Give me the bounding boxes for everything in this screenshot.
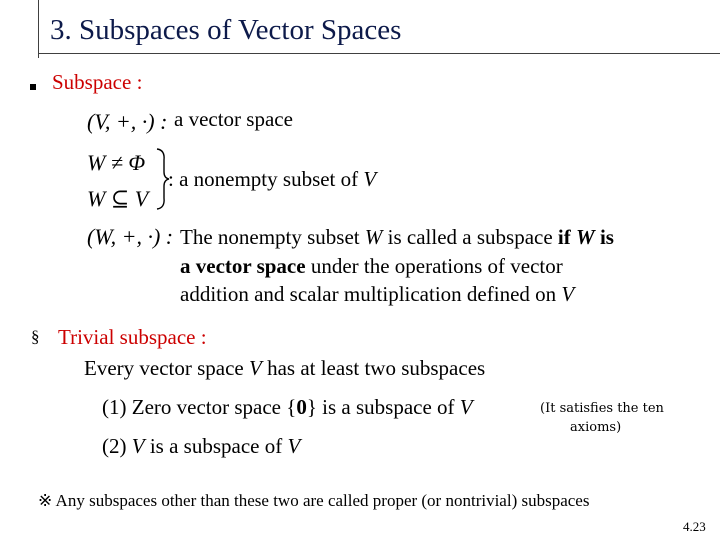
- subspace-symbol: (W, +, ·) :: [87, 224, 174, 249]
- item-v-space: (2) V is a subspace of V: [102, 434, 301, 458]
- footer-note: ※ Any subspaces other than these two are called proper (or nontrivial) subspaces: [38, 491, 590, 510]
- vector-space-symbol: (V, +, ·) :: [87, 109, 168, 134]
- vector-space-desc: a vector space: [174, 107, 293, 131]
- title-vertical-rule: [38, 0, 39, 58]
- section2-heading: Trivial subspace :: [58, 325, 207, 349]
- condition-nonempty: W ≠ Φ: [87, 150, 146, 175]
- item-zero-space: (1) Zero vector space {0} is a subspace of V: [102, 395, 473, 419]
- section1-heading: Subspace :: [52, 70, 143, 94]
- definition-line-1: The nonempty subset W is called a subspace if W is: [180, 225, 614, 249]
- definition-line-3: addition and scalar multiplication defined on V: [180, 282, 575, 306]
- axioms-note-1: (It satisfies the ten: [540, 401, 664, 416]
- condition-desc: : a nonempty subset of V: [168, 167, 377, 191]
- section-sign-icon: §: [31, 327, 40, 346]
- condition-subset: W ⊆ V: [87, 186, 149, 211]
- slide-title: 3. Subspaces of Vector Spaces: [50, 14, 402, 46]
- trivial-line: Every vector space V has at least two subspaces: [84, 356, 486, 380]
- definition-line-2: a vector space under the operations of vector: [180, 254, 563, 278]
- axioms-note-2: axioms): [570, 420, 622, 435]
- title-underline: [38, 53, 720, 54]
- page-number: 4.23: [683, 519, 706, 534]
- bullet-square: [30, 84, 36, 90]
